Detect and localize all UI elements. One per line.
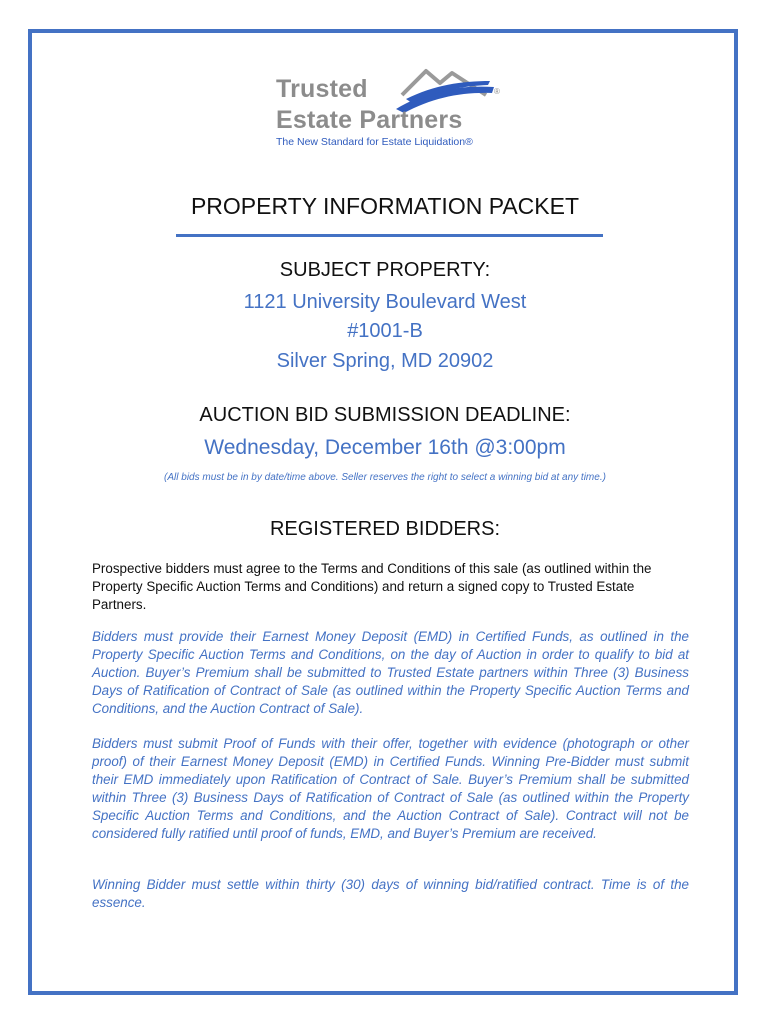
title-underline xyxy=(176,234,603,237)
page-title: PROPERTY INFORMATION PACKET xyxy=(190,193,580,219)
logo-line-1: Trusted xyxy=(276,75,368,103)
logo-registered-mark: ® xyxy=(494,87,500,96)
deadline-note: (All bids must be in by date/time above. Seller reserves the right to select a winning bid at any time.) xyxy=(164,472,606,483)
address-line-1: 1121 University Boulevard West xyxy=(243,291,527,313)
page-border xyxy=(28,29,738,995)
bidders-intro: Prospective bidders must agree to the Terms and Conditions of this sale (as outlined within the Property Specific Auction Terms and Conditions) and return a signed copy to Trusted Estate Partners. xyxy=(92,561,652,612)
bidders-paragraph: Bidders must provide their Earnest Money Deposit (EMD) in Certified Funds, as outlined in the Property Specific Auction Terms and Conditions, on the day of Auction in order to qualify to bid at Auction. Buyer’s Premium shall be submitted to Trusted Estate partners within Three (3) Business Days of Ratification of Contract of Sale (as outlined within the Property Specific Auction Terms and Conditions, and the Auction Contract of Sale). xyxy=(92,629,689,716)
address-line-2: #1001-B xyxy=(347,320,423,342)
registered-bidders-heading: REGISTERED BIDDERS: xyxy=(269,518,501,540)
bidders-paragraph: Winning Bidder must settle within thirty (30) days of winning bid/ratified contract. Time is of the essence. xyxy=(92,877,689,910)
deadline-label: AUCTION BID SUBMISSION DEADLINE: xyxy=(199,404,571,426)
company-logo xyxy=(274,65,514,155)
address-line-3: Silver Spring, MD 20902 xyxy=(276,350,494,372)
deadline-value: Wednesday, December 16th @3:00pm xyxy=(204,436,566,459)
logo-line-2: Estate Partners xyxy=(276,106,463,134)
logo-tagline: The New Standard for Estate Liquidation® xyxy=(276,136,473,148)
bidders-paragraph: Bidders must submit Proof of Funds with their offer, together with evidence (photograph or other proof) of their Earnest Money Deposit (EMD) in Certified Funds. Winning Pre-Bidder must submit their EMD immediately upon Ratification of Contract of Sale. Buyer’s Premium shall be submitted within Three (3) Business Days of Ratification of Contract of Sale (as outlined within the Property Specific Auction Terms and Conditions, and the Auction Contract of Sale). Contract will not be considered fully ratified until proof of funds, EMD, and Buyer’s Premium are received. xyxy=(92,736,689,841)
subject-property-label: SUBJECT PROPERTY: xyxy=(279,259,491,281)
